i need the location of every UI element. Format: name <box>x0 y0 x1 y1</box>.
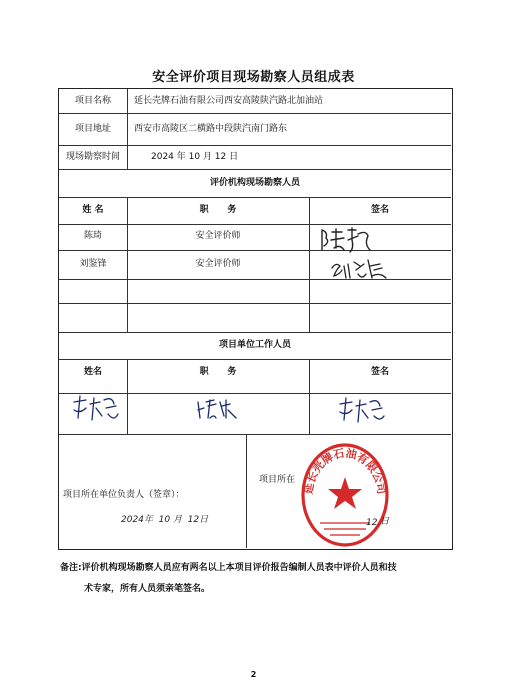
unit-section-heading: 项目单位工作人员 <box>218 340 291 350</box>
evaluator-row-position: 安全评价师 <box>195 259 241 269</box>
stamp-date-fragment: 日 <box>380 517 390 527</box>
evaluator-row-position: 安全评价师 <box>195 231 241 241</box>
svg-text:延长壳牌石油有限公司: 延长壳牌石油有限公司 <box>301 446 389 496</box>
page-number: 2 <box>250 670 257 679</box>
page-title: 安全评价项目现场勘察人员组成表 <box>152 70 355 85</box>
evaluator-section-heading: 评价机构现场勘察人员 <box>209 178 300 188</box>
remark-line-1: 备注:评价机构现场勘察人员应有两名以上本项目评价报告编制人员表中评价人员和技 <box>60 563 397 573</box>
unit-header-position: 职 务 <box>199 367 237 377</box>
unit-header-signature: 签名 <box>370 367 389 377</box>
responsible-person-label: 项目所在单位负责人（签章）： <box>63 490 185 500</box>
evaluator-header-name: 姓 名 <box>82 205 104 215</box>
stamp-date-number: 12 <box>366 518 378 528</box>
unit-header-name: 姓名 <box>83 367 102 377</box>
responsible-person-date: 2024年 10 月 12日 <box>121 515 209 525</box>
label-survey-time: 现场勘察时间 <box>65 152 120 162</box>
unit-stamp-label: 项目所在 <box>259 475 296 485</box>
value-project-name: 延长壳牌石油有限公司西安高陵陕汽路北加油站 <box>134 96 324 106</box>
evaluator-header-signature: 签名 <box>370 205 389 215</box>
evaluator-row-name: 陈琦 <box>83 231 102 241</box>
signature-unit-name <box>70 392 122 426</box>
value-survey-time: 2024 年 10 月 12 日 <box>151 152 239 162</box>
evaluator-row-name: 刘鉴锋 <box>79 259 107 269</box>
label-project-address: 项目地址 <box>74 124 111 134</box>
label-project-name: 项目名称 <box>74 96 111 106</box>
value-project-address: 西安市高陵区二横路中段陕汽南门路东 <box>134 124 288 134</box>
signature-unit-position <box>196 396 240 422</box>
signature-unit-signature <box>336 394 386 424</box>
signature-liu-jianfeng <box>330 256 392 282</box>
signature-chen-qi <box>318 226 376 254</box>
remark-line-2: 术专家，所有人员须亲笔签名。 <box>84 584 211 594</box>
evaluator-header-position: 职 务 <box>199 205 237 215</box>
company-seal-icon <box>298 437 392 549</box>
survey-table <box>58 88 453 550</box>
